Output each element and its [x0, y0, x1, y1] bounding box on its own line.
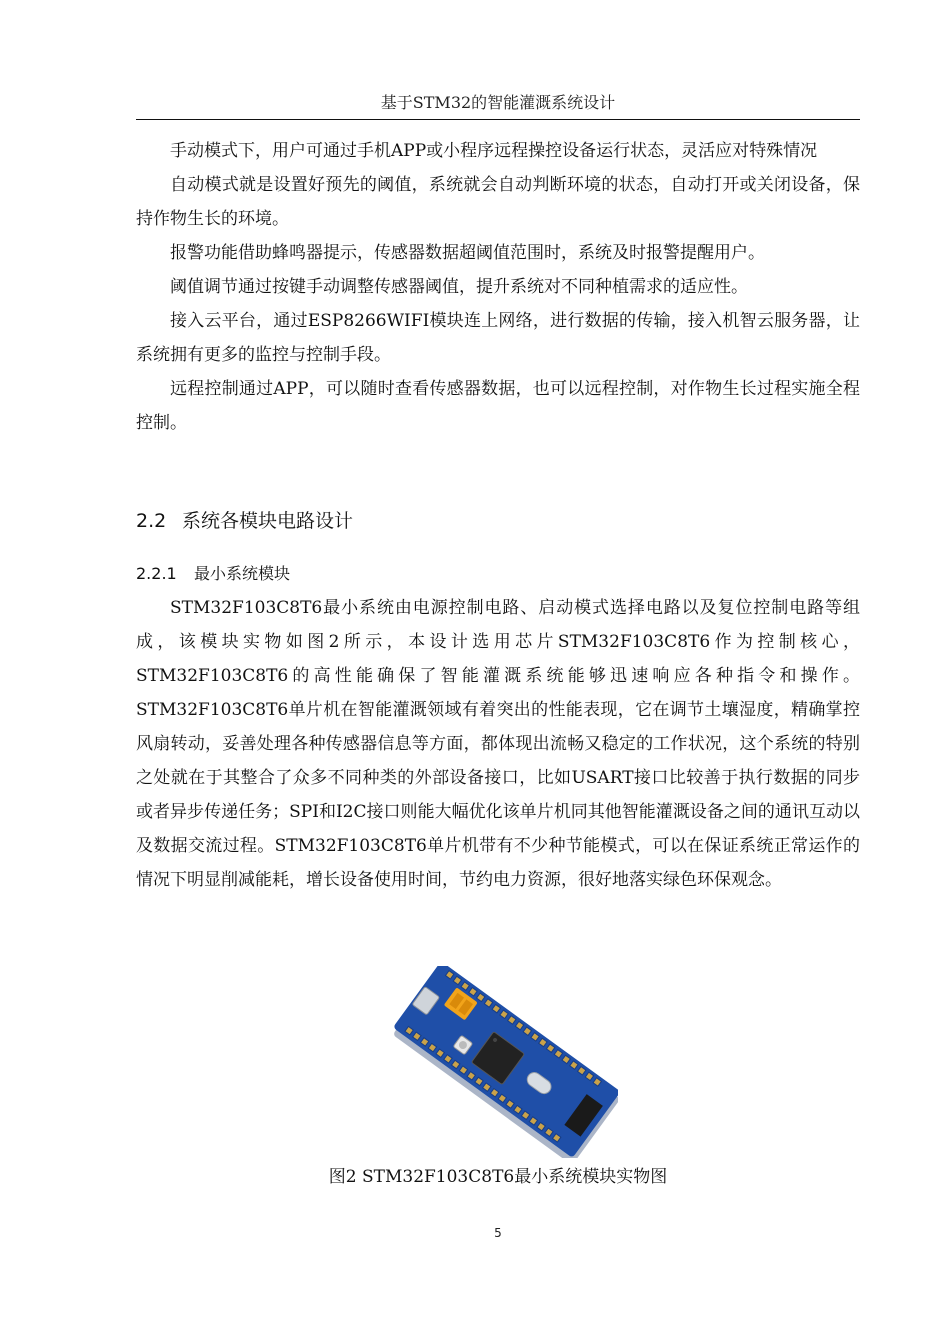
stm32-board-image — [392, 966, 618, 1158]
page-number: 5 — [494, 1226, 502, 1240]
figure-caption: 图2 STM32F103C8T6最小系统模块实物图 — [328, 1167, 668, 1187]
paragraph-alarm: 报警功能借助蜂鸣器提示，传感器数据超阈值范围时，系统及时报警提醒用户。 — [170, 243, 765, 263]
section-title: 系统各模块电路设计 — [182, 510, 354, 532]
paragraph-min-system: STM32F103C8T6最小系统由电源控制电路、启动模式选择电路以及复位控制电路等组成，该模块实物如图2所示，本设计选用芯片STM32F103C8T6作为控制核心，STM32F103C8T6的高性能确保了智能灌溉系统能够迅速响应各种指令和操作。STM32F103C8T6单片机在智能灌溉领域有着突出的性能表现，它在调节土壤湿度，精确掌控风扇转动，妥善处理各种传感器信息等方面，都体现出流畅又稳定的工作状况，这个系统的特别之处就在于其整合了众多不同种类的外部设备接口，比如USART接口比较善于执行数据的同步或者异步传递任务；SPI和I2C接口则能大幅优化该单片机同其他智能灌溉设备之间的通讯互动以及数据交流过程。STM32F103C8T6单片机带有不少种节能模式，可以在保证系统正常运作的情况下明显削减能耗，增长设备使用时间，节约电力资源，很好地落实绿色环保观念。 — [136, 598, 860, 890]
paragraph-auto-mode: 自动模式就是设置好预先的阈值，系统就会自动判断环境的状态，自动打开或关闭设备，保持作物生长的环境。 — [136, 175, 860, 229]
section-a-text — [136, 134, 860, 440]
running-header: 基于STM32的智能灌溉系统设计 — [136, 90, 860, 120]
figure-stm32-board — [392, 966, 618, 1158]
section-number: 2.2 — [136, 510, 167, 532]
section-b-text — [136, 591, 860, 897]
paragraph-manual-mode: 手动模式下，用户可通过手机APP或小程序远程操控设备运行状态，灵活应对特殊情况 — [170, 141, 818, 161]
subsection-number: 2.2.1 — [136, 564, 177, 583]
section-heading — [136, 506, 353, 533]
subsection-title: 最小系统模块 — [194, 564, 291, 583]
paragraph-remote: 远程控制通过APP，可以随时查看传感器数据，也可以远程控制，对作物生长过程实施全程控制。 — [136, 379, 860, 433]
subsection-heading — [136, 561, 290, 584]
paragraph-cloud: 接入云平台，通过ESP8266WIFI模块连上网络，进行数据的传输，接入机智云服务器，让系统拥有更多的监控与控制手段。 — [136, 311, 860, 365]
paragraph-threshold: 阈值调节通过按键手动调整传感器阈值，提升系统对不同种植需求的适应性。 — [170, 277, 748, 297]
